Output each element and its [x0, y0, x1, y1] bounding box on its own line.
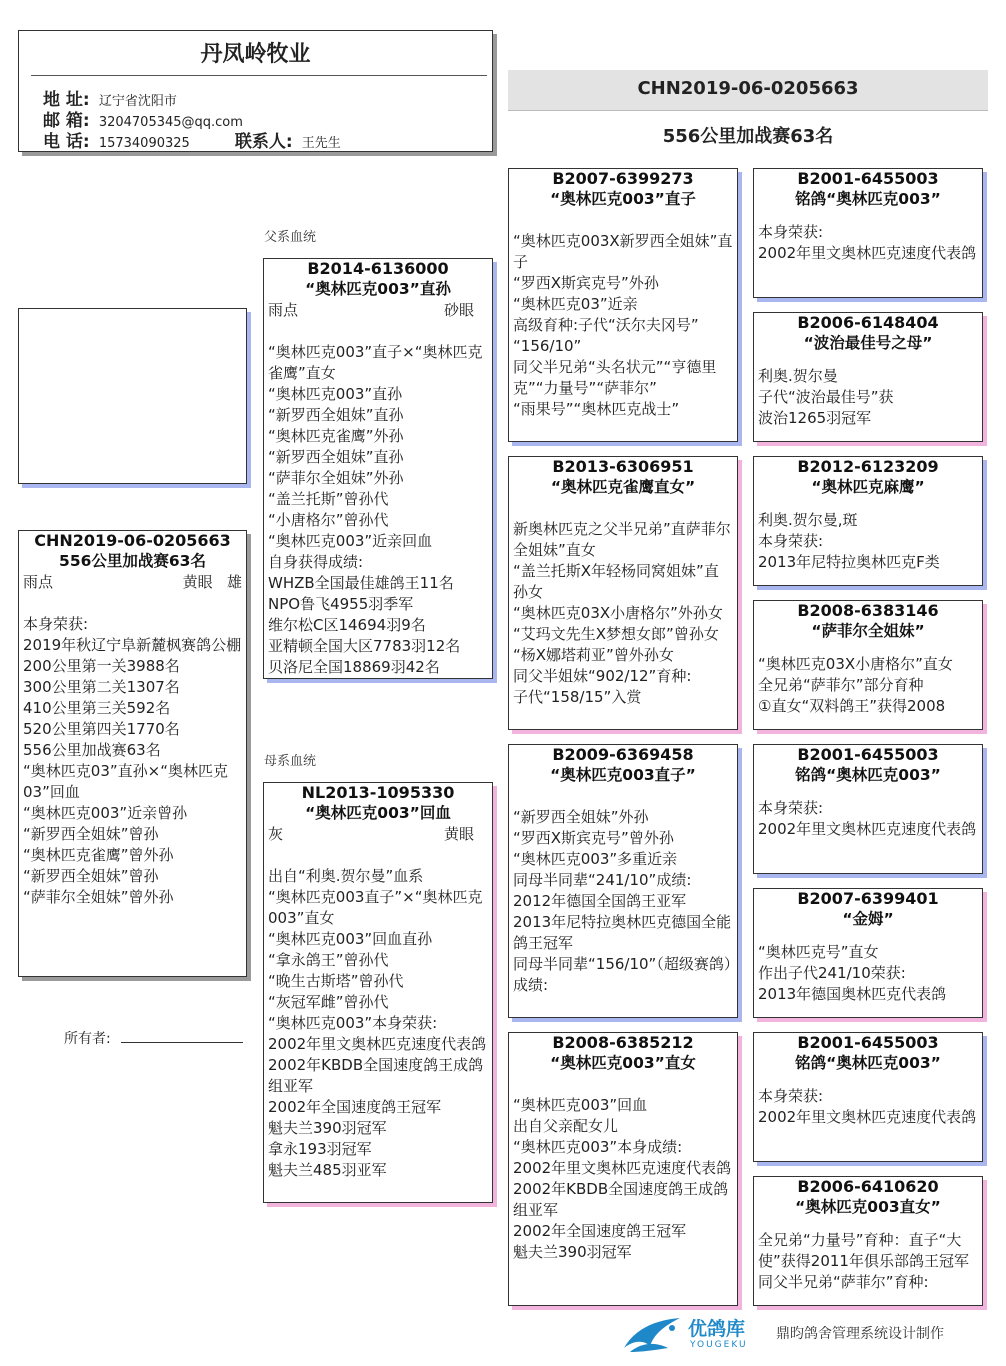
sire-line-label: 父系血统: [264, 230, 317, 245]
contact-label: 联系人:: [234, 132, 293, 152]
logo-text: 优鸽库: [688, 1318, 746, 1340]
loft-header-card: [18, 30, 493, 152]
dam-card: [263, 782, 493, 1203]
great-grandparent-card: [753, 1032, 983, 1162]
great-grandparent-card: [753, 312, 983, 442]
pigeon-photo-frame: [18, 308, 247, 484]
grandparent-notes: “奥林匹克003”回血 出自父亲配女儿 “奥林匹克003”本身成绩: 2002年里文奥林匹克速度代表鸽 2002年KBDB全国速度鸽王成鸽组亚军 2002年全国速度鸽王冠军 魁夫兰390羽冠军: [513, 1096, 732, 1261]
great-grandparent-notes: 全兄弟“力量号”育种：直子“大使”获得2011年俱乐部鸽王冠军 同父半兄弟“萨菲尔”育种:: [758, 1231, 969, 1291]
great-grandparent-ring: B2008-6383146: [797, 601, 939, 620]
great-grandparent-notes: 本身荣获: 2002年里文奥林匹克速度代表鸽: [758, 223, 977, 262]
great-grandparent-card: [753, 600, 983, 730]
grandparent-ring: B2009-6369458: [552, 745, 694, 764]
grandparent-notes: “新罗西全姐妹”外孙 “罗西X斯宾克号”曾外孙 “奥林匹克003”多重近亲 同母半同辈“241/10”成绩: 2012年德国全国鸽王亚军 2013年尼特拉奥林匹克德国全能鸽王冠军 同母半同辈“156/10”（超级赛鸽）成绩:: [513, 808, 732, 994]
sire-attributes: [264, 300, 492, 321]
grandparent-card: [508, 456, 738, 730]
great-grandparent-name: “奥林匹克003直女”: [795, 1198, 941, 1216]
grandparent-notes: 新奥林匹克之父半兄弟”直萨菲尔全姐妹”直女 “盖兰托斯X年轻杨同窝姐妹”直孙女 “奥林匹克03X小唐格尔”外孙女 “艾玛文先生X梦想女郎”曾孙女 “杨X娜塔莉亚”曾外孙女 同父半姐妹“902/12”育种: 子代“158/15”入赏: [513, 520, 731, 706]
header-divider: [31, 75, 487, 76]
footer-logo: [620, 1312, 770, 1358]
great-grandparent-name: “奥林匹克麻鹰”: [811, 478, 925, 496]
logo-subtext: YOUGEKU: [690, 1340, 748, 1350]
sire-name: “奥林匹克003”直孙: [305, 280, 451, 298]
footer-credit: 鼎昀鸽舍管理系统设计制作: [776, 1326, 944, 1342]
phone-value: 15734090325: [98, 136, 190, 151]
email-label: 邮 箱:: [43, 111, 90, 131]
sire-ring: B2014-6136000: [307, 259, 449, 278]
grandparent-card: [508, 1032, 738, 1306]
title-ring: CHN2019-06-0205663: [637, 78, 859, 99]
great-grandparent-card: [753, 168, 983, 298]
subject-sex: 雄: [226, 573, 242, 591]
great-grandparent-name: 铭鸽“奥林匹克003”: [795, 766, 941, 784]
subject-eye: 黄眼: [182, 573, 213, 591]
great-grandparent-card: [753, 456, 983, 586]
great-grandparent-notes: 本身荣获: 2002年里文奥林匹克速度代表鸽: [758, 799, 977, 838]
great-grandparent-notes: 利奥.贺尔曼 子代“波治最佳号”获 波治1265羽冠军: [758, 367, 894, 427]
great-grandparent-ring: B2006-6410620: [797, 1177, 939, 1196]
sire-eye: 砂眼: [443, 301, 474, 319]
subject-notes: 本身荣获: 2019年秋辽宁阜新麓枫赛鸽公棚 200公里第一关3988名 300公里第二关1307名 410公里第三关592名 520公里第四关1770名 556公里加战赛63名 “奥林匹克03”直孙×“奥林匹克03”回血 “奥林匹克003”近亲曾孙 “新罗西全姐妹”曾孙 “奥林匹克雀鹰”曾外孙 “新罗西全姐妹”曾孙 “萨菲尔全姐妹”曾外孙: [23, 615, 242, 906]
owner-blank: [121, 1042, 243, 1043]
great-grandparent-name: “萨菲尔全姐妹”: [811, 622, 925, 640]
owner-line: [64, 1028, 243, 1048]
great-grandparent-notes: 利奥.贺尔曼,斑 本身荣获: 2013年尼特拉奥林匹克F类: [758, 511, 940, 571]
subject-ring: CHN2019-06-0205663: [34, 531, 231, 550]
great-grandparent-notes: “奥林匹克号”直女 作出子代241/10荣获: 2013年德国奥林匹克代表鸽: [758, 943, 947, 1003]
pigeon-logo-icon: [620, 1312, 686, 1356]
grandparent-card: [508, 168, 738, 442]
address-value: 辽宁省沈阳市: [98, 94, 177, 109]
great-grandparent-ring: B2012-6123209: [797, 457, 939, 476]
great-grandparent-name: “金姆”: [842, 910, 894, 928]
grandparent-name: “奥林匹克003”直女: [550, 1054, 696, 1072]
great-grandparent-ring: B2001-6455003: [797, 1033, 939, 1052]
great-grandparent-name: 铭鸽“奥林匹克003”: [795, 190, 941, 208]
sire-card: [263, 258, 493, 679]
great-grandparent-card: [753, 1176, 983, 1306]
grandparent-name: “奥林匹克003直子”: [550, 766, 696, 784]
great-grandparent-name: “波治最佳号之母”: [803, 334, 933, 352]
phone-label: 电 话:: [43, 132, 90, 152]
great-grandparent-notes: “奥林匹克03X小唐格尔”直女 全兄弟“萨菲尔”部分育种 ①直女“双料鸽王”获得2008: [758, 655, 953, 715]
great-grandparent-card: [753, 888, 983, 1018]
great-grandparent-name: 铭鸽“奥林匹克003”: [795, 1054, 941, 1072]
address-label: 地 址:: [43, 90, 90, 110]
dam-eye: 黄眼: [443, 825, 474, 843]
grandparent-ring: B2008-6385212: [552, 1033, 694, 1052]
email-value: 3204705345@qq.com: [98, 115, 243, 130]
great-grandparent-ring: B2006-6148404: [797, 313, 939, 332]
dam-name: “奥林匹克003”回血: [305, 804, 451, 822]
subject-name: 556公里加战赛63名: [59, 552, 206, 570]
great-grandparent-card: [753, 744, 983, 874]
subject-color: 雨点: [23, 573, 54, 591]
dam-attributes: [264, 824, 492, 845]
great-grandparent-notes: 本身荣获: 2002年里文奥林匹克速度代表鸽: [758, 1087, 977, 1126]
dam-notes: 出自“利奥.贺尔曼”血系 “奥林匹克003直子”×“奥林匹克003”直女 “奥林匹克003”回血直孙 “拿永鸽王”曾孙代 “晚生古斯塔”曾孙代 “灰冠军雌”曾孙代 “奥林匹克003”本身荣获: 2002年里文奥林匹克速度代表鸽 2002年KBDB全国速度鸽王成鸽组亚军 2002年全国速度鸽王冠军 魁夫兰390羽冠军 拿永193羽冠军 魁夫兰485羽亚军: [268, 867, 487, 1179]
contact-value: 王先生: [301, 136, 341, 151]
grandparent-ring: B2013-6306951: [552, 457, 694, 476]
grandparent-name: “奥林匹克雀鹰直女”: [550, 478, 696, 496]
grandparent-card: [508, 744, 738, 1018]
great-grandparent-ring: B2001-6455003: [797, 169, 939, 188]
grandparent-name: “奥林匹克003”直子: [550, 190, 696, 208]
sire-color: 雨点: [268, 301, 299, 319]
great-grandparent-ring: B2001-6455003: [797, 745, 939, 764]
phone-row: [43, 127, 341, 152]
sire-notes: “奥林匹克003”直子×“奥林匹克雀鹰”直女 “奥林匹克003”直孙 “新罗西全姐妹”直孙 “奥林匹克雀鹰”外孙 “新罗西全姐妹”直孙 “萨菲尔全姐妹”外孙 “盖兰托斯”曾孙代 “小唐格尔”曾孙代 “奥林匹克003”近亲回血 自身获得成绩: WHZB全国最佳雄鸽王11名 NPO鲁飞4955羽季军 维尔松C区14694羽9名 亚精顿全国大区7783羽12名 贝洛尼全国18869羽42名: [268, 343, 483, 676]
subject-card: [18, 530, 247, 977]
subject-attributes: [19, 572, 246, 593]
loft-name: 丹凤岭牧业: [200, 42, 311, 67]
grandparent-notes: “奥林匹克003X新罗西全姐妹”直子 “罗西X斯宾克号”外孙 “奥林匹克03”近亲 高级育种:子代“沃尔夫冈号” “156/10” 同父半兄弟“头名状元”“亨德里克”“力量号”“萨菲尔” “雨果号”“奥林匹克战士”: [513, 232, 733, 418]
dam-ring: NL2013-1095330: [301, 783, 455, 802]
owner-label: 所有者:: [64, 1031, 111, 1047]
dam-line-label: 母系血统: [264, 754, 317, 769]
title-result: 556公里加战赛63名: [662, 126, 834, 147]
dam-color: 灰: [268, 825, 284, 843]
grandparent-ring: B2007-6399273: [552, 169, 694, 188]
great-grandparent-ring: B2007-6399401: [797, 889, 939, 908]
